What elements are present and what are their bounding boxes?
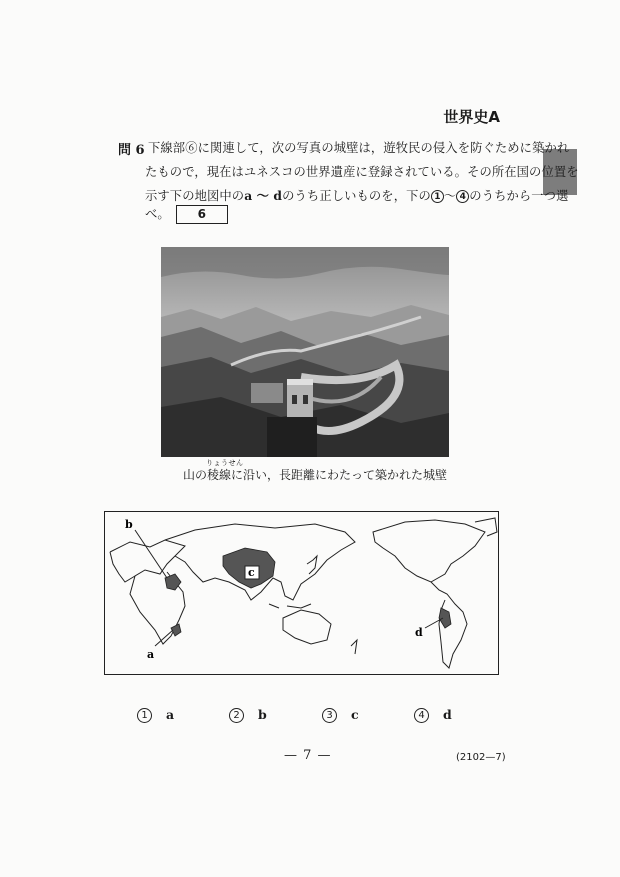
circled-number: 4 [414, 708, 429, 723]
caption-ruby: りょうせん [206, 459, 244, 467]
world-map [104, 511, 499, 675]
question-line-1 [148, 139, 569, 157]
choice-text: d [443, 707, 452, 722]
circled-number: 2 [229, 708, 244, 723]
map-label-d: d [415, 626, 423, 639]
region-b-shade [165, 574, 181, 590]
map-label-c: c [248, 566, 255, 579]
choice-3[interactable] [322, 707, 359, 723]
choice-4[interactable] [414, 707, 452, 723]
question-text: に関連して，次の写真の城壁は，遊牧民の侵入を防ぐために築かれ [197, 141, 570, 155]
choice-1[interactable] [137, 707, 174, 723]
choice-text: c [351, 707, 359, 722]
label-range: a ～ d [244, 188, 283, 203]
world-map-svg [105, 512, 499, 675]
question-text: べ。 [145, 207, 170, 221]
question-line-3 [145, 187, 568, 205]
question-text: のうちから一つ選 [469, 189, 569, 203]
page-code: (2102—7) [456, 752, 506, 763]
question-text: 示す下の地図中の [145, 189, 245, 203]
map-label-a: a [147, 648, 155, 661]
question-line-2: たもので，現在はユネスコの世界遺産に登録されている。その所在国の位置を [145, 165, 579, 179]
question-label: 問 6 [118, 143, 145, 158]
tilde: ～ [443, 189, 457, 203]
region-d-shade [439, 608, 451, 628]
question-line-4 [145, 205, 228, 224]
circled-number: 1 [137, 708, 152, 723]
subject-title: 世界史A [443, 108, 500, 126]
circled-number: 3 [322, 708, 337, 723]
underline-ref: ⑥ [185, 141, 198, 155]
choice-2[interactable] [229, 707, 267, 723]
photo-caption: 山の稜線に沿い，長距離にわたって築かれた城壁 [183, 468, 448, 482]
choice-text: b [258, 707, 267, 722]
great-wall-photo [161, 247, 449, 457]
answer-box[interactable]: 6 [176, 205, 228, 224]
circled-number: 4 [456, 190, 469, 203]
choice-text: a [166, 707, 175, 722]
circled-number: 1 [431, 190, 444, 203]
map-label-b: b [125, 518, 133, 531]
question-text: のうち正しいものを，下の [282, 189, 431, 203]
question-text: 下線部 [148, 141, 186, 155]
page-number: — 7 — [284, 748, 332, 763]
